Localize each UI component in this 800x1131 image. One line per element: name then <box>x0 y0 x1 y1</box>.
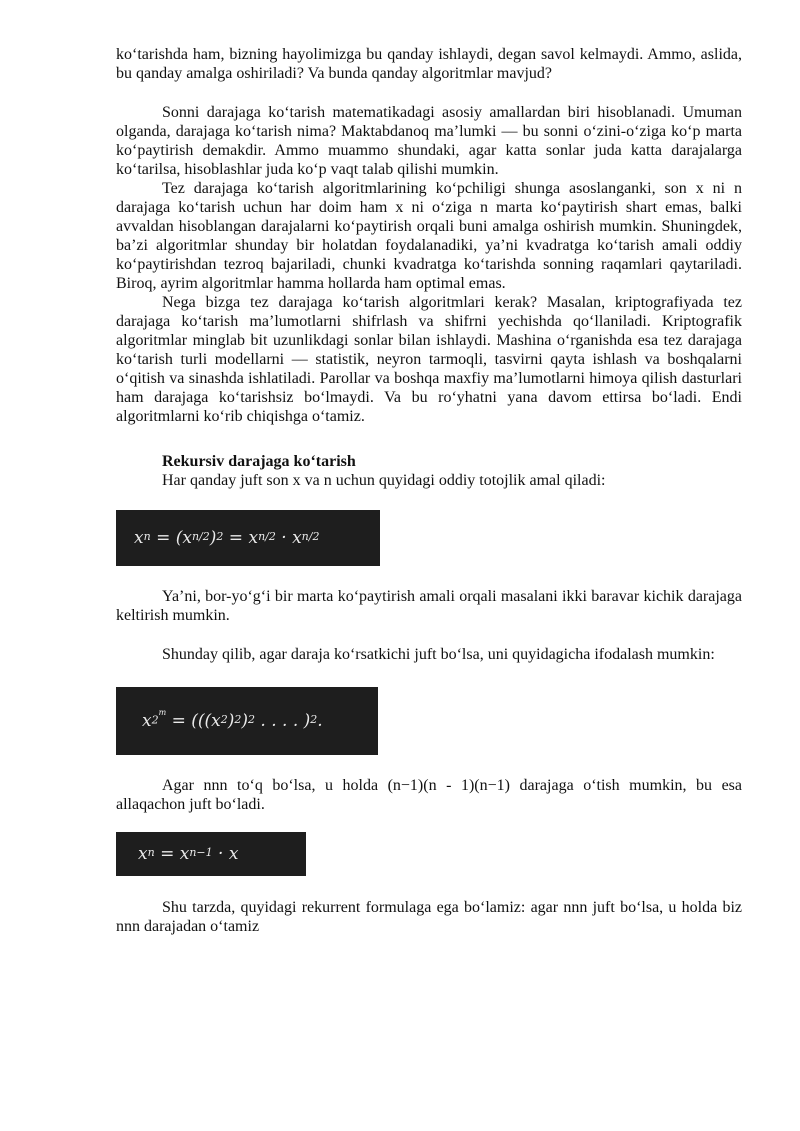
paragraph-why-needed: Nega bizga tez darajaga ko‘tarish algoritmlari kerak? Masalan, kriptografiyada tez darajaga ko‘tarish ma’lumotlarni shifrlash va shifrni yechishda qo‘llaniladi. Kriptografik algoritmlar minglab bit uzunlikdagi sonlar bilan ishlaydi. Mashina o‘rganishda esa tez darajaga ko‘tarish turli modellarni — statistik, neyron tarmoqli, tasvirni qayta ishlash va boshqalarni o‘qitish va sinashda ishlatiladi. Parollar va boshqa maxfiy ma’lumotlarni himoya qilish dasturlari ham darajaga ko‘tarishsiz bo‘lmaydi. Va bu ro‘yhatni yana davom ettirsa bo‘ladi. Endi algoritmlarni ko‘rib chiqishga o‘tamiz. <box>116 294 742 425</box>
paragraph-odd-case: Agar nnn to‘q bo‘lsa, u holda (n−1)(n - 1)(n−1) darajaga o‘tish mumkin, bu esa allaqachon juft bo‘ladi. <box>116 777 742 813</box>
paragraph-intro-continuation: ko‘tarishda ham, bizning hayolimizga bu qanday ishlaydi, degan savol kelmaydi. Ammo, aslida, bu qanday amalga oshiriladi? Va bunda qanday algoritmlar mavjud? <box>116 46 742 82</box>
paragraph-recurrent-formula: Shu tarzda, quyidagi rekurrent formulaga ega bo‘lamiz: agar nnn juft bo‘lsa, u holda biz nnn darajadan o‘tamiz <box>116 899 742 935</box>
document-page <box>116 45 742 936</box>
section-heading-recursive: Rekursiv darajaga ko‘tarish <box>162 453 356 470</box>
formula-image-repeated-squaring: x $^{2^m}$ = ((( x $^2$ ) $^2$ ) $^2$ . . . . ) $^2$ . <box>116 687 378 755</box>
paragraph-fast-algorithms: Tez darajaga ko‘tarish algoritmlarining ko‘pchiligi shunga asoslanganki, son x ni n darajaga ko‘tarish uchun har doim ham x ni o‘ziga n marta ko‘paytirish shart emas, balki avvaldan hisoblangan darajalarni ko‘paytirish orqali buni amalga oshirish mumkin. Shuningdek, ba’zi algoritmlar shunday bir holatdan foydalanadiki, ya’ni kvadratga ko‘tarish amali oddiy ko‘paytirishdan tezroq bajariladi, chunki kvadratga ko‘tarishda sonning raqamlari qaytariladi. Biroq, ayrim algoritmlar hamma hollarda ham optimal emas. <box>116 180 742 292</box>
paragraph-halving-explanation: Ya’ni, bor-yo‘g‘i bir marta ko‘paytirish amali orqali masalani ikki baravar kichik darajaga keltirish mumkin. <box>116 588 742 624</box>
formula-image-odd-step: x $^n$ = x $^{n-1}$ · x <box>116 832 306 876</box>
paragraph-exponentiation-definition: Sonni darajaga ko‘tarish matematikadagi asosiy amallardan biri hisoblanadi. Umuman olganda, darajaga ko‘tarish nima? Maktabdanoq ma’lumki — bu sonni o‘zini-o‘ziga ko‘p marta ko‘paytirish demakdir. Ammo muammo shundaki, agar katta sonlar juda katta darajalarga ko‘tarilsa, hisoblashlar juda ko‘p vaqt talab qilishi mumkin. <box>116 104 742 178</box>
formula-image-half-power: x $^n$ = ( x $^{n/2}$ ) $^2$ = x $^{n/2}$ · x $^{n/2}$ <box>116 510 380 566</box>
paragraph-even-exponent: Shunday qilib, agar daraja ko‘rsatkichi juft bo‘lsa, uni quyidagicha ifodalash mumkin: <box>162 646 715 663</box>
paragraph-identity-intro: Har qanday juft son x va n uchun quyidagi oddiy totojlik amal qiladi: <box>162 472 606 489</box>
